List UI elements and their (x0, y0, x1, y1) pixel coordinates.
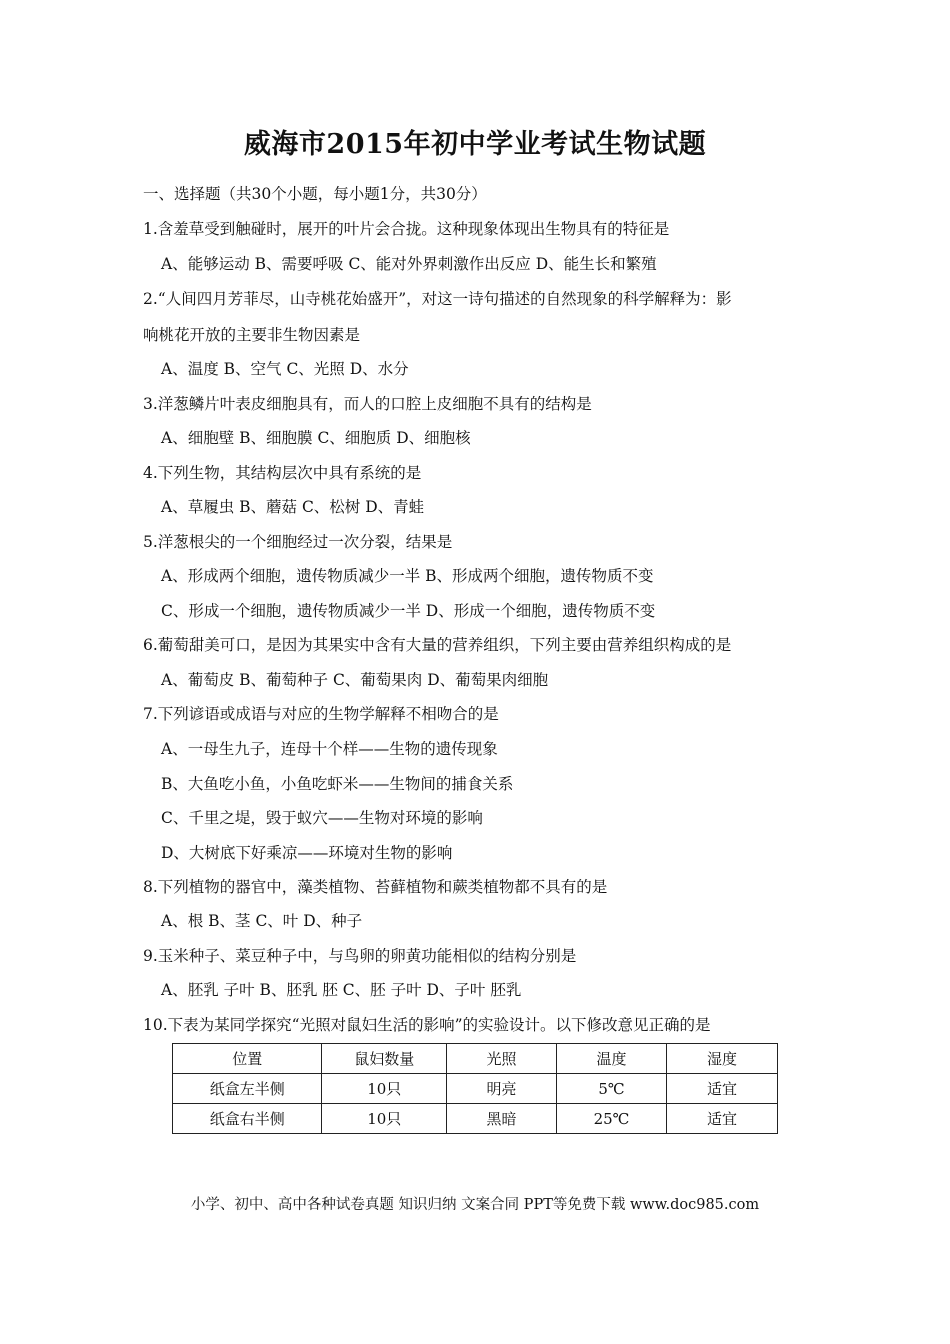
question-2-stem-line1: 2.“人间四月芳菲尽，山寺桃花始盛开”，对这一诗句描述的自然现象的科学解释为：影 (143, 290, 732, 308)
table-cell: 明亮 (447, 1074, 557, 1104)
question-1-stem: 1.含羞草受到触碰时，展开的叶片会合拢。这种现象体现出生物具有的特征是 (143, 220, 670, 238)
table-header-cell: 光照 (447, 1044, 557, 1074)
question-8-options: A、根 B、茎 C、叶 D、种子 (161, 912, 363, 930)
table-cell: 纸盒右半侧 (173, 1104, 322, 1134)
question-5-stem: 5.洋葱根尖的一个细胞经过一次分裂，结果是 (143, 533, 453, 551)
question-8-stem: 8.下列植物的器官中，藻类植物、苔藓植物和蕨类植物都不具有的是 (143, 878, 608, 896)
question-1-options: A、能够运动 B、需要呼吸 C、能对外界刺激作出反应 D、能生长和繁殖 (161, 255, 657, 273)
question-2-options: A、温度 B、空气 C、光照 D、水分 (161, 360, 409, 378)
question-4-options: A、草履虫 B、蘑菇 C、松树 D、青蛙 (161, 498, 425, 516)
experiment-table (172, 1043, 778, 1134)
question-10-stem: 10.下表为某同学探究“光照对鼠妇生活的影响”的实验设计。以下修改意见正确的是 (143, 1016, 711, 1034)
table-cell: 纸盒左半侧 (173, 1074, 322, 1104)
question-6-stem: 6.葡萄甜美可口，是因为其果实中含有大量的营养组织，下列主要由营养组织构成的是 (143, 636, 732, 654)
table-header-cell: 湿度 (667, 1044, 778, 1074)
page-footer: 小学、初中、高中各种试卷真题 知识归纳 文案合同 PPT等免费下载 www.doc985.com (190, 1197, 760, 1213)
table-cell: 10只 (322, 1104, 447, 1134)
question-2-stem-line2: 响桃花开放的主要非生物因素是 (143, 326, 361, 344)
question-3-options: A、细胞壁 B、细胞膜 C、细胞质 D、细胞核 (161, 429, 471, 447)
question-7-option-a: A、一母生九子，连母十个样——生物的遗传现象 (161, 740, 498, 758)
page-title: 威海市2015年初中学业考试生物试题 (243, 129, 707, 160)
table-header-cell: 位置 (173, 1044, 322, 1074)
table-header-cell: 温度 (556, 1044, 666, 1074)
question-5-options-line2: C、形成一个细胞，遗传物质减少一半 D、形成一个细胞，遗传物质不变 (161, 602, 656, 620)
question-5-options-line1: A、形成两个细胞，遗传物质减少一半 B、形成两个细胞，遗传物质不变 (161, 567, 654, 585)
question-6-options: A、葡萄皮 B、葡萄种子 C、葡萄果肉 D、葡萄果肉细胞 (161, 671, 549, 689)
question-3-stem: 3.洋葱鳞片叶表皮细胞具有，而人的口腔上皮细胞不具有的结构是 (143, 395, 592, 413)
question-7-option-c: C、千里之堤，毁于蚁穴——生物对环境的影响 (161, 809, 483, 827)
question-7-option-d: D、大树底下好乘凉——环境对生物的影响 (161, 844, 453, 862)
table-cell: 黑暗 (447, 1104, 557, 1134)
table-cell: 适宜 (667, 1104, 778, 1134)
table-cell: 10只 (322, 1074, 447, 1104)
table-cell: 5℃ (556, 1074, 666, 1104)
table-header-row (173, 1044, 778, 1074)
table-row (173, 1104, 778, 1134)
question-4-stem: 4.下列生物，其结构层次中具有系统的是 (143, 464, 422, 482)
table-header-cell: 鼠妇数量 (322, 1044, 447, 1074)
question-7-option-b: B、大鱼吃小鱼，小鱼吃虾米——生物间的捕食关系 (161, 775, 514, 793)
question-9-options: A、胚乳 子叶 B、胚乳 胚 C、胚 子叶 D、子叶 胚乳 (161, 981, 522, 999)
question-7-stem: 7.下列谚语或成语与对应的生物学解释不相吻合的是 (143, 705, 499, 723)
question-9-stem: 9.玉米种子、菜豆种子中，与鸟卵的卵黄功能相似的结构分别是 (143, 947, 577, 965)
table-cell: 适宜 (667, 1074, 778, 1104)
section-heading: 一、选择题（共30个小题，每小题1分，共30分） (143, 185, 487, 203)
table-cell: 25℃ (556, 1104, 666, 1134)
table-row (173, 1074, 778, 1104)
